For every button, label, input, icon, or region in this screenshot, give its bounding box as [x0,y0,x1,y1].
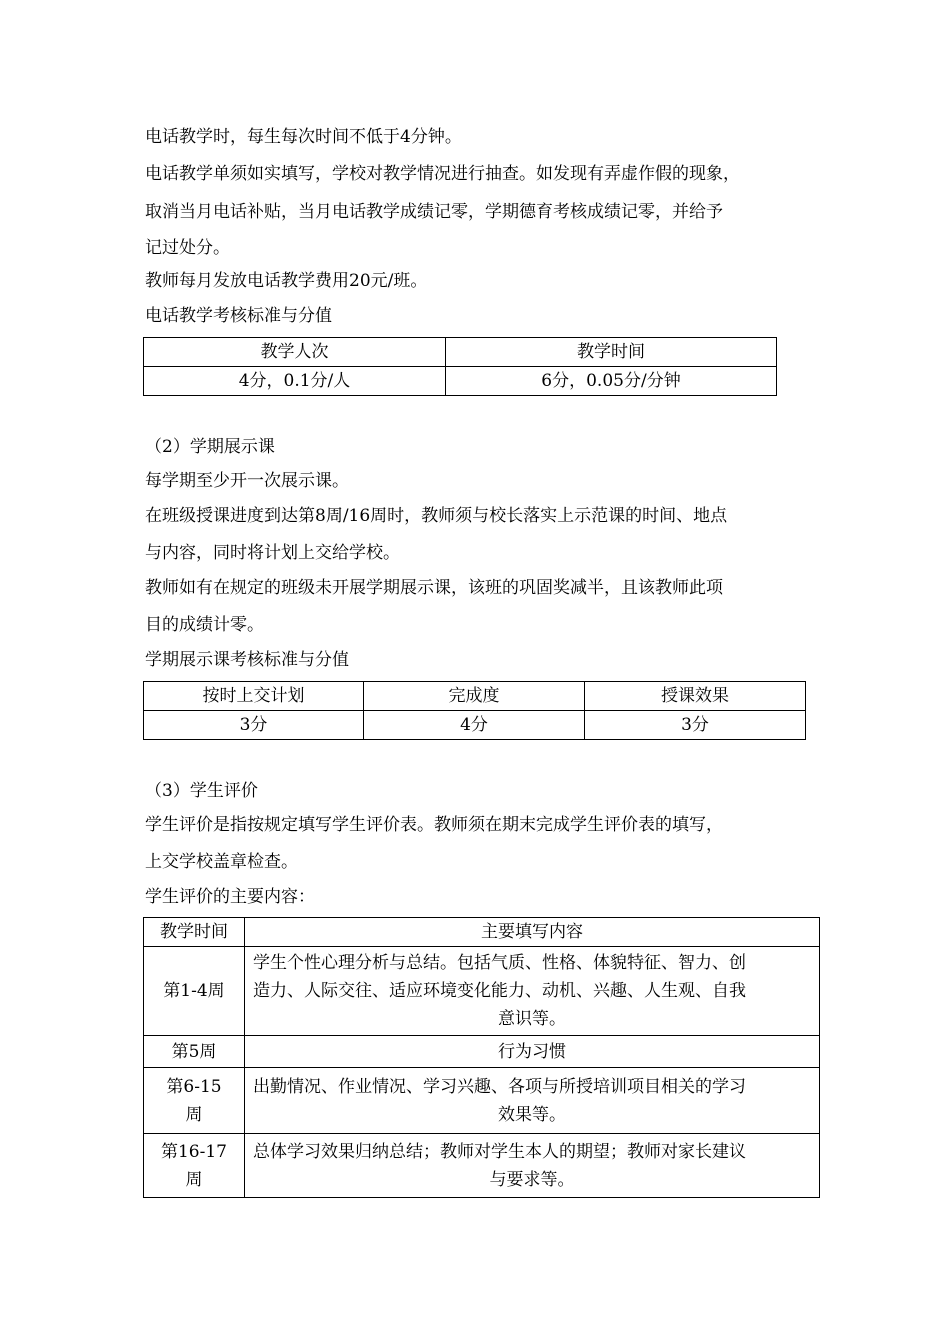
paragraph: 学生评价是指按规定填写学生评价表。教师须在期末完成学生评价表的填写， [145,815,723,835]
table-header-row [144,918,820,947]
table-cell [245,1068,820,1134]
cell-line: 总体学习效果归纳总结；教师对学生本人的期望；教师对家长建议 [253,1141,746,1162]
table-cell: 6分，0.05分/分钟 [446,367,777,396]
phone-teaching-table [143,337,777,396]
table-header-cell: 教学时间 [446,338,777,367]
paragraph: 每学期至少开一次展示课。 [145,471,349,491]
table-header-cell: 授课效果 [585,682,806,711]
table-row [144,1036,820,1068]
table-cell [144,1068,245,1134]
cell-line: 周 [185,1104,203,1125]
table-header-cell: 完成度 [364,682,585,711]
cell-line: 第16-17 [160,1141,227,1162]
table-cell: 4分，0.1分/人 [144,367,446,396]
table-cell [245,1134,820,1198]
paragraph: 电话教学单须如实填写，学校对教学情况进行抽查。如发现有弄虚作假的现象， [145,164,740,184]
table-cell: 3分 [585,711,806,740]
cell-line: 第6-15 [166,1076,222,1097]
paragraph: 取消当月电话补贴，当月电话教学成绩记零，学期德育考核成绩记零，并给予 [145,202,723,222]
paragraph: 上交学校盖章检查。 [145,852,298,872]
table-cell [245,947,820,1036]
paragraph: 电话教学时，每生每次时间不低于4分钟。 [145,127,462,147]
table-title: 学期展示课考核标准与分值 [145,650,349,670]
table-header-cell: 按时上交计划 [144,682,364,711]
table-cell: 3分 [144,711,364,740]
table-row [144,1134,820,1198]
paragraph: 记过处分。 [145,238,230,258]
table-header-row [144,682,806,711]
table-cell: 第5周 [144,1036,245,1068]
table-header-cell: 教学人次 [144,338,446,367]
paragraph: 教师如有在规定的班级未开展学期展示课，该班的巩固奖减半，且该教师此项 [145,578,723,598]
student-evaluation-table [143,917,820,1198]
cell-line: 意识等。 [498,1009,566,1029]
cell-line: 出勤情况、作业情况、学习兴趣、各项与所授培训项目相关的学习 [253,1076,746,1097]
table-cell: 行为习惯 [245,1036,820,1068]
table-row [144,711,806,740]
table-cell [144,1134,245,1198]
paragraph: 教师每月发放电话教学费用20元/班。 [145,271,428,291]
table-header-cell: 主要填写内容 [245,918,820,947]
cell-line: 学生个性心理分析与总结。包括气质、性格、体貌特征、智力、创 [253,953,746,973]
cell-line: 造力、人际交往、适应环境变化能力、动机、兴趣、人生观、自我 [253,981,746,1001]
table-title: 电话教学考核标准与分值 [145,306,332,326]
cell-line: 效果等。 [498,1104,566,1125]
table-header-cell: 教学时间 [144,918,245,947]
cell-line: 与要求等。 [489,1169,575,1190]
table-row [144,1068,820,1134]
paragraph: 在班级授课进度到达第8周/16周时，教师须与校长落实上示范课的时间、地点 [145,506,728,526]
paragraph: 与内容，同时将计划上交给学校。 [145,543,400,563]
table-row [144,947,820,1036]
table-cell: 第1-4周 [144,947,245,1036]
table-title: 学生评价的主要内容： [145,887,315,907]
section-heading: （2）学期展示课 [145,437,275,457]
section-heading: （3）学生评价 [145,781,258,801]
paragraph: 目的成绩计零。 [145,615,264,635]
demo-class-table [143,681,806,740]
table-cell: 4分 [364,711,585,740]
table-header-row [144,338,777,367]
table-row [144,367,777,396]
cell-line: 周 [185,1169,203,1190]
